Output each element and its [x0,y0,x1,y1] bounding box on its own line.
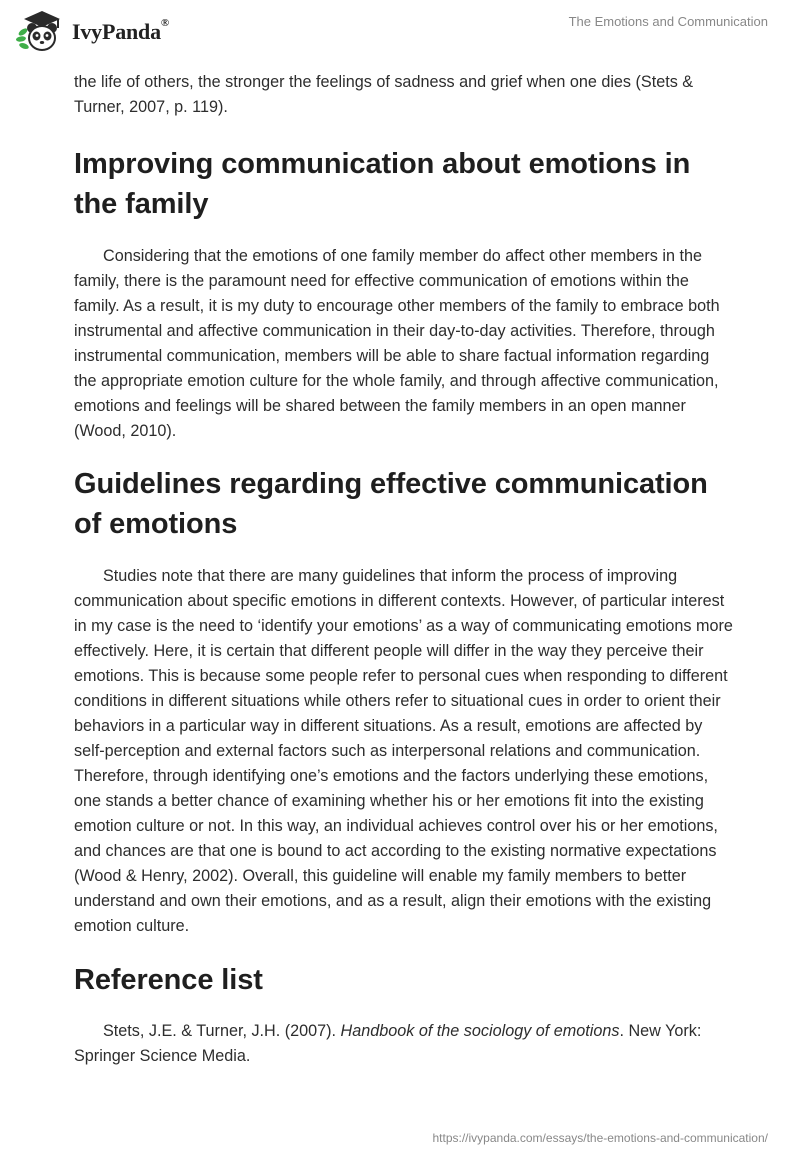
section-heading-guidelines: Guidelines regarding effective communication of emotions [74,468,708,540]
page-header [0,0,800,64]
essay-content [74,70,734,1069]
footer-source-url[interactable]: https://ivypanda.com/essays/the-emotions-and-communication/ [432,1131,768,1145]
reference-publisher: . New York: Springer Science Media. [74,1022,702,1065]
reference-authors: Stets, J.E. & Turner, J.H. (2007). [103,1022,341,1040]
ivypanda-logo[interactable] [14,8,169,56]
section-heading-improving-communication: Improving communication about emotions in the family [74,148,691,220]
intro-paragraph: the life of others, the stronger the feelings of sadness and grief when one dies (Stets & Turner, 2007, p. 119). [74,73,694,116]
reference-title: Handbook of the sociology of emotions [340,1022,620,1040]
section-paragraph-guidelines: Studies note that there are many guidelines that inform the process of improving communication about specific emotions in different contexts. However, of particular interest in my case is the need to ‘identify your emotions’ as a way of communicating emotions more effectively. Here, it is certain that different people will differ in the way they perceive their emotions. This is because some people refer to personal cues when responding to different conditions in different situations while others refer to situational cues in order to orient their behaviors in a particular way in different situations. As a result, emotions are affected by self-perception and external factors such as interpersonal relations and communication. Therefore, through identifying one’s emotions and the factors underlying these emotions, one stands a better chance of examining whether his or her emotions fit into the existing emotion culture or not. In this way, an individual achieves control over his or her emotions, and chances are that one is bound to act according to the existing normative expectations (Wood & Henry, 2002). Overall, this guideline will enable my family members to better understand and own their emotions, and as a result, align their emotions with the existing emotion culture. [74,567,733,935]
panda-mascot-icon [14,8,70,56]
logo-wordmark: IvyPanda® [72,17,169,44]
reference-item [74,1019,734,1069]
section-paragraph-improving-communication: Considering that the emotions of one family member do affect other members in the family, there is the paramount need for effective communication of emotions within the family. As a result, it is my duty to encourage other members of the family to embrace both instrumental and affective communication in their day-to-day activities. Therefore, through instrumental communication, members will be able to share factual information regarding the appropriate emotion culture for the whole family, and through affective communication, emotions and feelings will be shared between the family members in an open manner (Wood, 2010). [74,247,720,440]
document-title: The Emotions and Communication [568,14,768,29]
reference-list-heading: Reference list [74,964,263,996]
